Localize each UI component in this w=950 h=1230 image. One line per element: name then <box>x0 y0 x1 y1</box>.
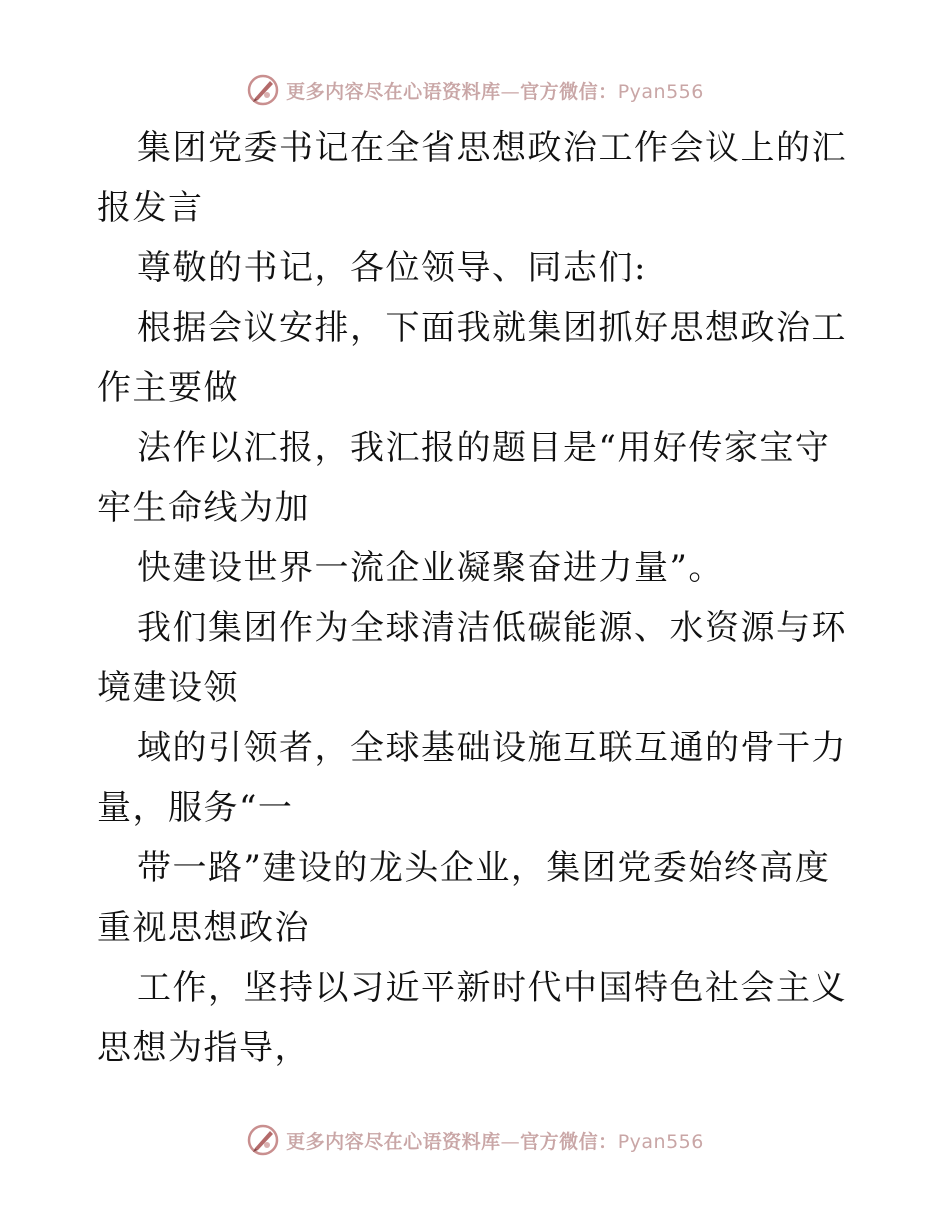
watermark-main: 更多内容尽在心语资料库 <box>286 1130 501 1153</box>
watermark-wechat-id: Pyan556 <box>617 1130 704 1153</box>
quill-pen-logo-icon <box>246 1123 280 1157</box>
quill-pen-logo-icon <box>246 73 280 107</box>
paragraph: 工作，坚持以习近平新时代中国特色社会主义思想为指导， <box>97 968 847 1068</box>
paragraph-title: 集团党委书记在全省思想政治工作会议上的汇报发言 <box>97 128 847 228</box>
document-body <box>97 118 857 1078</box>
watermark-text <box>286 1127 704 1154</box>
paragraph: 域的引领者，全球基础设施互联互通的骨干力量，服务“一 <box>97 728 847 828</box>
watermark-text <box>286 77 704 104</box>
paragraph: 带一路”建设的龙头企业，集团党委始终高度重视思想政治 <box>97 848 831 948</box>
watermark-wechat-label: 官方微信： <box>520 80 618 103</box>
paragraph: 根据会议安排，下面我就集团抓好思想政治工作主要做 <box>97 308 847 408</box>
watermark-main: 更多内容尽在心语资料库 <box>286 80 501 103</box>
footer-watermark <box>0 1120 950 1160</box>
paragraph: 快建设世界一流企业凝聚奋进力量”。 <box>137 548 724 588</box>
watermark-dash: — <box>500 80 521 103</box>
watermark-wechat-label: 官方微信： <box>520 1130 618 1153</box>
watermark-dash: — <box>500 1130 521 1153</box>
paragraph: 法作以汇报，我汇报的题目是“用好传家宝守牢生命线为加 <box>97 428 831 528</box>
header-watermark <box>0 70 950 110</box>
paragraph: 我们集团作为全球清洁低碳能源、水资源与环境建设领 <box>97 608 847 708</box>
paragraph-salutation: 尊敬的书记，各位领导、同志们: <box>137 248 647 288</box>
watermark-wechat-id: Pyan556 <box>617 80 704 103</box>
